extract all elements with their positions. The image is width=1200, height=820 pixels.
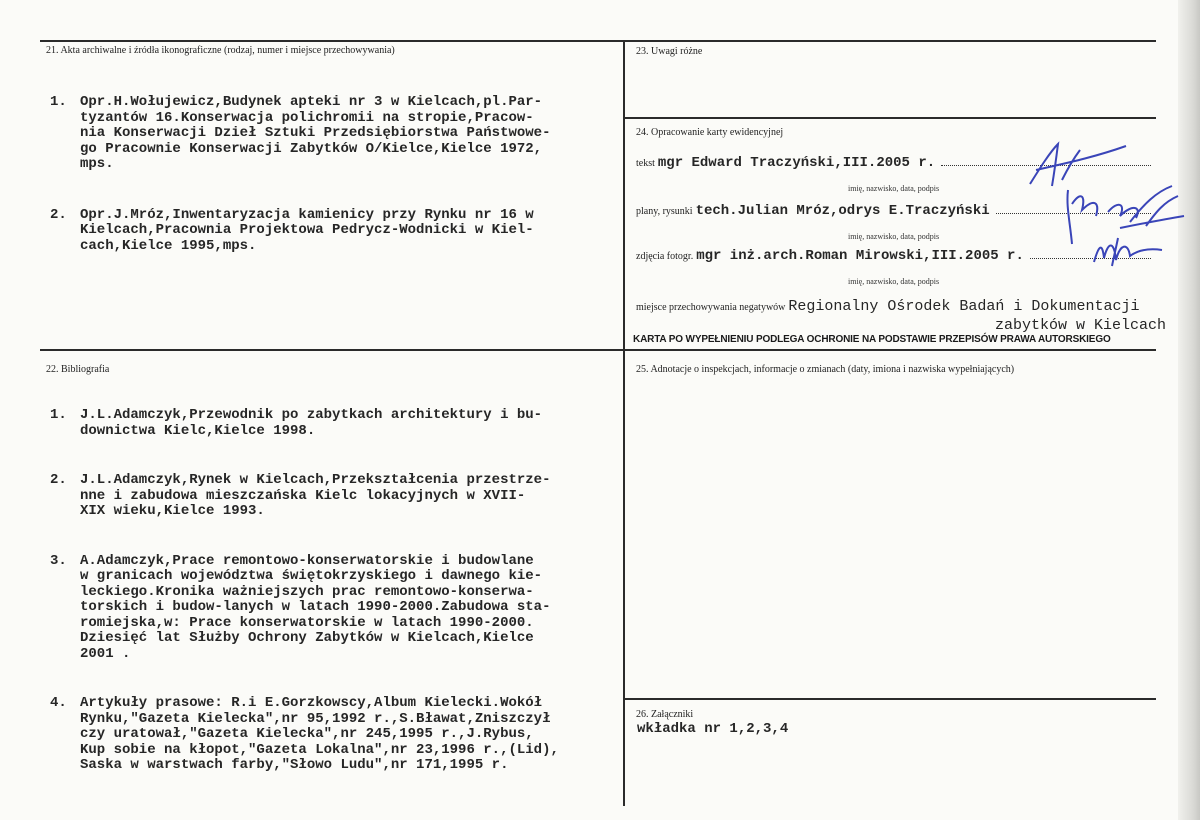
field-miejsce-label: miejsce przechowywania negatywów: [636, 302, 786, 313]
field-miejsce-value-line2: zabytków w Kielcach: [995, 317, 1167, 334]
section-21-list: [50, 64, 622, 270]
paper-edge: [1178, 0, 1200, 820]
field-plany-label: plany, rysunki: [636, 206, 693, 217]
list-item: [50, 554, 640, 663]
field-tekst-value: mgr Edward Traczyński,III.2005 r.: [657, 155, 936, 171]
list-item: [50, 696, 640, 774]
list-item: [50, 473, 640, 520]
field-zdjecia-label: zdjęcia fotogr.: [636, 251, 694, 262]
field-miejsce-value: Regionalny Ośrodek Badań i Dokumentacji: [788, 298, 1140, 315]
section-23-label: 23. Uwagi różne: [636, 46, 703, 57]
item-text: A.Adamczyk,Prace remontowo-konserwatorskie i budowlane w granicach województwa świętokrzyskiego i dawnego kie- leckiego.Kronika ważniejszych prac remontowo-konserwa- torskich i budow-lanych w latach 1990-2000.Zabudowa sta- romiejska,w: Prace konserwatorskie w latach 1990-2000. Dziesięć lat Służby Ochrony Zabytków w Kielcach,Kielce 2001 .: [80, 552, 551, 662]
field-tekst-label: tekst: [636, 158, 655, 169]
section-24-label: 24. Opracowanie karty ewidencyjnej: [636, 127, 784, 138]
rule-25-26: [625, 698, 1156, 700]
rule-23-24: [625, 117, 1156, 119]
section-26-value: wkładka nr 1,2,3,4: [637, 721, 789, 737]
item-text: Opr.J.Mróz,Inwentaryzacja kamienicy przy Rynku nr 16 w Kielcach,Pracownia Projektowa Pedrycz-Wodnicki w Kiel- cach,Kielce 1995,mps.: [80, 206, 534, 254]
field-tekst-sublabel: imię, nazwisko, data, podpis: [848, 184, 940, 193]
list-item: [50, 208, 622, 255]
field-zdjecia-value: mgr inż.arch.Roman Mirowski,III.2005 r.: [696, 248, 1024, 264]
item-number: 2.: [50, 472, 67, 488]
item-number: 1.: [50, 407, 67, 423]
field-zdjecia-sublabel: imię, nazwisko, data, podpis: [848, 277, 940, 286]
section-26-label: 26. Załączniki: [636, 709, 694, 720]
copyright-notice: KARTA PO WYPEŁNIENIU PODLEGA OCHRONIE NA PODSTAWIE PRZEPISÓW PRAWA AUTORSKIEGO: [633, 334, 1111, 345]
item-text: J.L.Adamczyk,Przewodnik po zabytkach architektury i bu- downictwa Kielc,Kielce 1998.: [80, 407, 543, 439]
middle-rule: [40, 349, 1156, 351]
item-number: 2.: [50, 206, 67, 223]
list-item: [50, 95, 622, 173]
field-plany-value: tech.Julian Mróz,odrys E.Traczyński: [695, 203, 990, 219]
list-item: [50, 408, 640, 439]
item-number: 1.: [50, 94, 67, 110]
field-plany-sublabel: imię, nazwisko, data, podpis: [848, 232, 940, 241]
item-text: Opr.H.Wołujewicz,Budynek apteki nr 3 w Kielcach,pl.Par- tyzantów 16.Konserwacja polichromii na stropie,Pracow- nia Konserwacji Dzieł Sztuki Przedsiębiorstwa Państwowe- go Pracownie Konserwacji Zabytków O/Kielce,Kielce 1972, mps.: [80, 94, 551, 172]
section-21-label: 21. Akta archiwalne i źródła ikonograficzne (rodzaj, numer i miejsce przechowywania): [46, 45, 395, 56]
item-text: J.L.Adamczyk,Rynek w Kielcach,Przekształcenia przestrze- nne i zabudowa mieszczańska Kielc lokacyjnych w XVII- XIX wieku,Kielce 1993.: [80, 472, 551, 519]
field-zdjecia: [636, 248, 1151, 278]
section-22-list: [50, 377, 640, 789]
signature-zdjecia: [1088, 232, 1168, 272]
item-number: 4.: [50, 695, 67, 711]
item-text: Artykuły prasowe: R.i E.Gorzkowscy,Album Kielecki.Wokół Rynku,"Gazeta Kielecka",nr 95,1992 r.,S.Bławat,Zniszczył czy uratował,"Gazeta Kielecka",nr 245,1995 r.,J.Rybus, Kup sobie na kłopot,"Gazeta Lokalna",nr 23,1996 r.,(Lid), Saska w warstwach farby,"Słowo Ludu",nr 171,1995 r.: [80, 695, 559, 773]
item-number: 3.: [50, 552, 67, 569]
section-22-label: 22. Bibliografia: [46, 364, 110, 375]
section-25-label: 25. Adnotacje o inspekcjach, informacje o zmianach (daty, imiona i nazwiska wypełniających): [636, 364, 1015, 375]
top-rule: [40, 40, 1156, 42]
